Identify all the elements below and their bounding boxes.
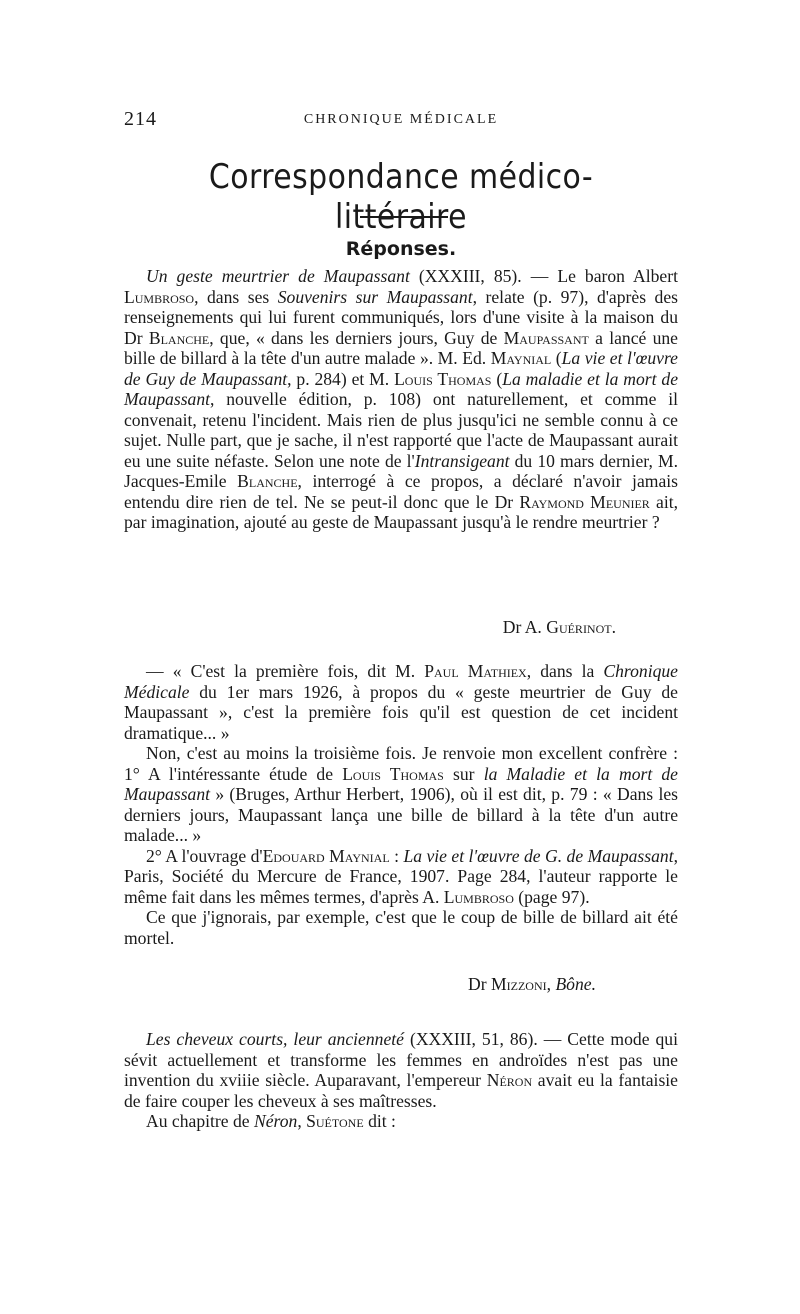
person-name: Louis Thomas <box>342 763 444 784</box>
text: du 1er mars 1926, à propos du « geste meurtrier de Guy de Maupassant », c'est la première fois qu'il est question de cet incident dramatique... » <box>124 681 678 743</box>
text: dit : <box>363 1111 396 1131</box>
person-name: Blanche <box>237 471 298 491</box>
text: , Paris, Société du Mercure de France, 1907. Page 284, l'auteur rapporte le même fait dans les mêmes termes, d'après A. <box>124 845 679 907</box>
journal-title: Intransigeant <box>414 450 510 471</box>
person-name: Néron <box>253 1111 298 1131</box>
person-name: Paul Mathiex <box>424 661 527 681</box>
section-subtitle: Réponses. <box>345 238 457 260</box>
paragraph <box>124 1111 678 1132</box>
paragraph <box>124 1029 678 1111</box>
reply-mizzoni <box>124 661 678 948</box>
text: , p. 284) et M. <box>287 368 395 389</box>
person-name: Blanche <box>148 327 210 348</box>
paragraph: Ce que j'ignorais, par exemple, c'est que le coup de bille de billard ait été mortel. <box>124 907 678 948</box>
book-title: La vie et l'œuvre de Guy de Maupassant <box>124 348 678 389</box>
person-name: Raymond Meunier <box>519 491 650 512</box>
paragraph <box>124 661 678 743</box>
text: : <box>389 845 404 866</box>
book-title: Souvenirs sur Maupassant <box>277 286 473 307</box>
signature-prefix: Dr <box>468 974 491 994</box>
paragraph <box>124 846 678 908</box>
signature-guerinot <box>124 617 616 638</box>
text: , relate (p. 97), d'après des renseignements qui lui furent communiqués, lors d'une visite à la maison du Dr <box>124 286 678 348</box>
person-name: Suétone <box>306 1111 364 1131</box>
section-title: Correspondance médico-littéraire <box>208 157 594 237</box>
signature-name: Mizzoni <box>491 974 547 994</box>
text: 2° A l'ouvrage d' <box>146 845 263 866</box>
reply-geste-meurtrier <box>124 266 678 533</box>
topic-title: Les cheveux courts, leur ancienneté <box>146 1029 404 1049</box>
person-name: Louis Thomas <box>394 368 492 389</box>
page-header <box>124 108 678 134</box>
book-title: la Maladie et la mort de Maupassant <box>124 763 678 804</box>
text: , dans la <box>526 661 604 681</box>
text: avait eu la fantaisie de faire couper les cheveux à ses maîtresses. <box>124 1070 678 1111</box>
text: sur <box>443 763 484 784</box>
person-name: Edouard Maynial <box>262 845 390 866</box>
signature-mizzoni <box>124 974 596 995</box>
title-rule <box>360 216 448 218</box>
text: , <box>297 1111 307 1131</box>
text: (XXXIII, 51, 86). — Cette mode qui sévit actuellement et transforme les femmes en androïdes n'est pas une invention du xviiie siècle. Auparavant, l'empereur <box>124 1029 678 1090</box>
person-name: Maynial <box>490 348 552 368</box>
text: Non, c'est au moins la troisième fois. Je renvoie mon excellent confrère : 1° A l'intéressante étude de <box>124 743 678 784</box>
person-name: Maupassant <box>503 327 589 348</box>
person-name: Néron <box>486 1070 533 1090</box>
text: ait, par imagination, ajouté au geste de Maupassant jusqu'à le rendre meurtrier ? <box>124 491 678 532</box>
text: , dans ses <box>194 286 278 307</box>
text: Au chapitre de <box>146 1111 254 1131</box>
text: , que, « dans les derniers jours, Guy de <box>209 327 504 348</box>
text: a lancé une bille de billard à la tête d'un autre malade ». M. Ed. <box>124 327 678 368</box>
running-head: CHRONIQUE MÉDICALE <box>303 112 499 127</box>
signature-prefix: Dr A. <box>502 617 547 637</box>
text: » (Bruges, Arthur Herbert, 1906), où il est dit, p. 79 : « Dans les derniers jours, Maupassant lança une bille de billard à la tête d'un autre malade... » <box>124 784 678 845</box>
topic-title: Un geste meurtrier de Maupassant <box>146 266 410 286</box>
text: , interrogé à ce propos, a déclaré n'avoir jamais entendu dire rien de tel. Ne se peut-il donc que le Dr <box>124 471 678 512</box>
page-number: 214 <box>124 108 157 130</box>
signature-place: Bône. <box>555 974 596 994</box>
reply-cheveux-courts <box>124 1029 678 1132</box>
text: , nouvelle édition, p. 108) ont naturellement, et comme il convenait, retenu l'incident. Mais rien de plus jusqu'ici ne semble connu à ce sujet. Nulle part, que je sache, il n'est rapporté que l'acte de Maupassant aurait eu une suite néfaste. Selon une note de l' <box>124 389 678 471</box>
journal-title: Chronique Médicale <box>124 661 678 702</box>
signature-separator: , <box>546 974 556 994</box>
person-name: Lumbroso <box>124 286 195 307</box>
text: ( <box>491 368 503 389</box>
book-title: La vie et l'œuvre de G. de Maupassant <box>403 845 674 866</box>
paragraph <box>124 266 678 533</box>
text: (XXXIII, 85). — Le baron Albert <box>409 266 678 286</box>
text: (page 97). <box>513 886 590 907</box>
text: du 10 mars dernier, M. Jacques-Emile <box>124 450 678 491</box>
text: — « C'est la première fois, dit M. <box>146 661 425 681</box>
text: ( <box>551 348 562 368</box>
person-name: Lumbroso <box>443 886 514 907</box>
book-title: La maladie et la mort de Maupassant <box>124 368 679 409</box>
paragraph <box>124 743 678 846</box>
signature-name: Guérinot. <box>546 617 616 637</box>
